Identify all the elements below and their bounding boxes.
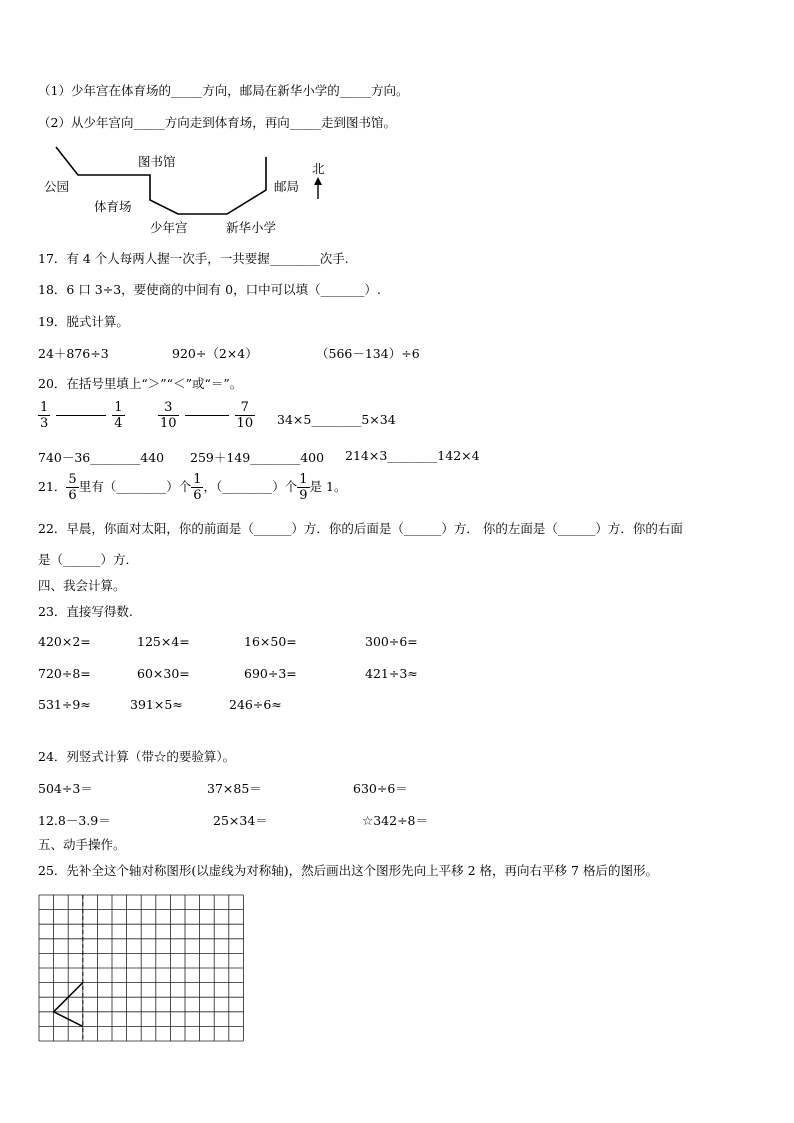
q22-line-2: 是（______）方． bbox=[38, 552, 139, 567]
q24-item: 12.8－3.9＝ bbox=[38, 813, 111, 828]
fraction: $\frac{1}{6}$ bbox=[193, 472, 202, 503]
fraction: $\frac{7}{10}$ bbox=[236, 400, 254, 431]
q25: 25．先补全这个轴对称图形(以虚线为对称轴)，然后画出这个图形先向上平移 2 格，再向右平移 7 格后的图形。 bbox=[38, 863, 658, 878]
section-5-heading: 五、动手操作。 bbox=[38, 837, 126, 852]
q19-item-2: 920÷（2×4） bbox=[172, 346, 258, 361]
answer-blank bbox=[56, 415, 106, 416]
fraction: $\frac{1}{4}$ bbox=[114, 400, 123, 431]
q23-item: 690÷3= bbox=[244, 666, 297, 681]
map-label-post-office: 邮局 bbox=[274, 179, 300, 194]
q17: 17．有 4 个人每两人握一次手，一共要握________次手. bbox=[38, 251, 349, 266]
q20-compare-1 bbox=[38, 400, 125, 431]
map-label-xinhua-school: 新华小学 bbox=[226, 220, 277, 235]
q20-title: 20．在括号里填上“＞”“＜”或“＝”。 bbox=[38, 376, 243, 391]
q24-item: 25×34＝ bbox=[213, 813, 268, 828]
q22-line-1: 22．早晨，你面对太阳，你的前面是（______）方．你的后面是（______）方． 你的左面是（______）方．你的右面 bbox=[38, 521, 683, 536]
fraction: $\frac{5}{6}$ bbox=[68, 472, 77, 503]
q20-compare-3: 34×5________5×34 bbox=[277, 412, 396, 427]
q24-item: 630÷6＝ bbox=[353, 781, 408, 796]
q20-compare-4: 740－36________440 bbox=[38, 450, 165, 465]
fraction: $\frac{3}{10}$ bbox=[160, 400, 177, 431]
answer-blank bbox=[185, 415, 229, 416]
q21: 21． $\frac{5}{6}$ 里有（________）个 $\frac{1}{6}$ ，（________）个 $\frac{1}{9}$ 是 1。 bbox=[38, 472, 347, 503]
q20-compare-2 bbox=[158, 400, 255, 431]
map-label-youth-palace: 少年宫 bbox=[150, 220, 188, 235]
section-4-heading: 四、我会计算。 bbox=[38, 578, 126, 593]
q23-item: 60×30= bbox=[137, 666, 190, 681]
direction-map bbox=[38, 144, 338, 236]
q23-title: 23．直接写得数. bbox=[38, 604, 133, 619]
q19-item-3: （566－134）÷6 bbox=[316, 346, 420, 361]
drawing-grid[interactable] bbox=[38, 894, 245, 1044]
q16-part2: （2）从少年宫向_____方向走到体育场，再向_____走到图书馆。 bbox=[38, 115, 396, 130]
q23-item: 420×2= bbox=[38, 634, 91, 649]
q23-item: 300÷6= bbox=[365, 634, 418, 649]
q20-compare-5: 259＋149________400 bbox=[190, 450, 325, 465]
q23-item: 421÷3≈ bbox=[365, 666, 418, 681]
q23-item: 125×4= bbox=[137, 634, 190, 649]
q23-item: 531÷9≈ bbox=[38, 697, 91, 712]
q20-compare-6: 214×3________142×4 bbox=[345, 448, 480, 463]
q19-title: 19．脱式计算。 bbox=[38, 314, 129, 329]
q19-item-1: 24＋876÷3 bbox=[38, 346, 109, 361]
north-label: 北 bbox=[312, 161, 325, 176]
q23-item: 246÷6≈ bbox=[229, 697, 282, 712]
q16-part1: （1）少年宫在体育场的_____方向，邮局在新华小学的_____方向。 bbox=[38, 83, 409, 98]
fraction: $\frac{1}{9}$ bbox=[299, 472, 308, 503]
map-label-library: 图书馆 bbox=[138, 154, 176, 169]
q23-item: 16×50= bbox=[244, 634, 297, 649]
q24-item: ☆342÷8＝ bbox=[362, 813, 428, 828]
q24-item: 504÷3＝ bbox=[38, 781, 93, 796]
fraction: $\frac{1}{3}$ bbox=[40, 400, 49, 431]
q23-item: 720÷8= bbox=[38, 666, 91, 681]
map-label-park: 公园 bbox=[44, 179, 70, 194]
q24-item: 37×85＝ bbox=[207, 781, 262, 796]
q23-item: 391×5≈ bbox=[130, 697, 183, 712]
q24-title: 24．列竖式计算（带☆的要验算）。 bbox=[38, 749, 236, 764]
map-label-stadium: 体育场 bbox=[94, 199, 132, 214]
north-arrow-icon bbox=[314, 177, 322, 199]
q18: 18．6 口 3÷3，要使商的中间有 0，口中可以填（_______）. bbox=[38, 282, 381, 297]
